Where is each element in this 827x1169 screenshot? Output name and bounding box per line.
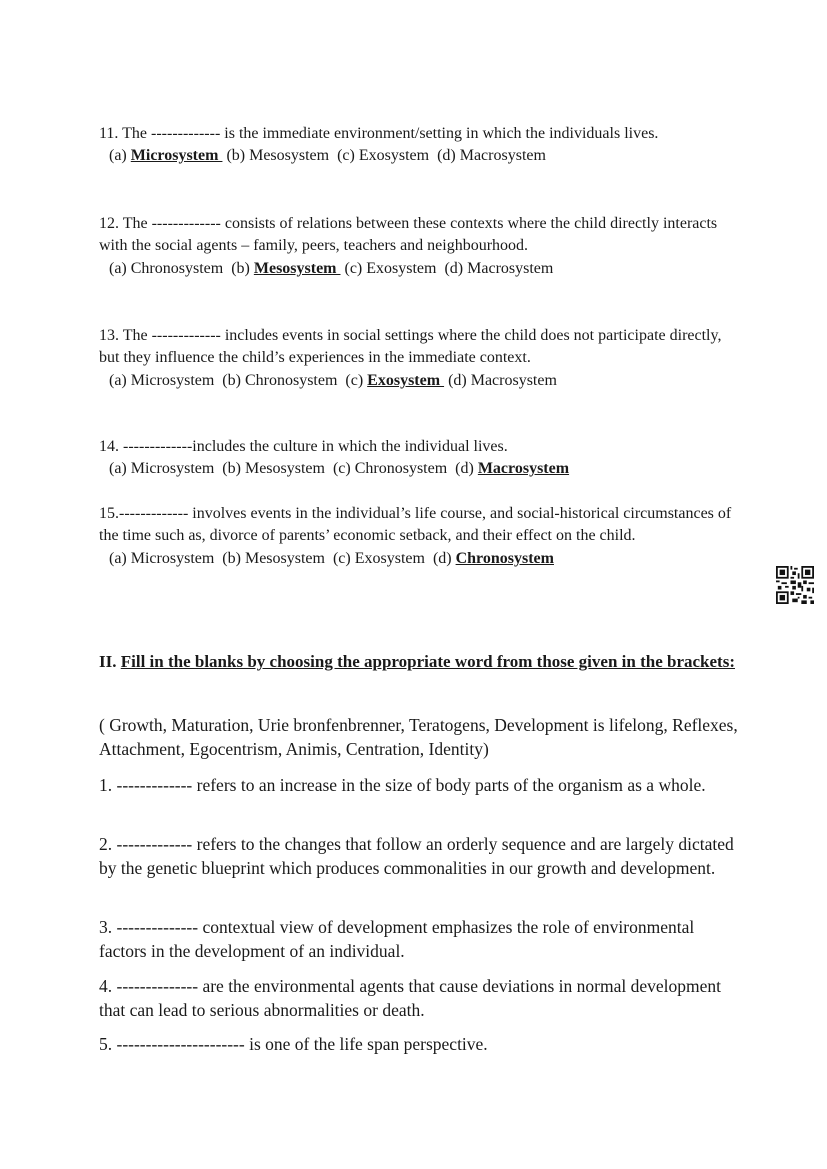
section-heading bbox=[99, 650, 739, 674]
word-bank: ( Growth, Maturation, Urie bronfenbrenner, Teratogens, Development is lifelong, Reflexes, Attachment, Egocentrism, Animis, Centration, Identity) bbox=[99, 715, 738, 759]
section-title: Fill in the blanks by choosing the appropriate word from those given in the brackets: bbox=[120, 652, 735, 671]
section-number: II. bbox=[99, 652, 117, 671]
blank-question-1: 1. ------------- refers to an increase in the size of body parts of the organism as a whole. bbox=[99, 775, 706, 795]
question-text: The ------------- consists of relations between these contexts where the child directly interacts with the social agents – family, peers, teachers and neighbourhood. bbox=[99, 215, 718, 255]
question-text: The ------------- includes events in social settings where the child does not participate directly, but they influence the child’s experiences in the immediate context. bbox=[99, 327, 722, 367]
blank-question-5: 5. ---------------------- is one of the life span perspective. bbox=[99, 1034, 488, 1054]
answer-option: Chronosystem bbox=[455, 549, 554, 567]
question-number: 12. bbox=[99, 215, 119, 232]
options: (a) Microsystem (b) Chronosystem (c) Exosystem (d) Macrosystem bbox=[105, 371, 557, 389]
blank-question-4: 4. -------------- are the environmental agents that cause deviations in normal development that can lead to serious abnormalities or death. bbox=[99, 976, 721, 1020]
question-number: 11. bbox=[99, 125, 119, 142]
question-text: -------------includes the culture in which the individual lives. bbox=[123, 438, 508, 455]
question-text: ------------- involves events in the individual’s life course, and social-historical circumstances of the time such as, divorce of parents’ economic setback, and their effect on the child. bbox=[99, 505, 732, 545]
question-number: 15. bbox=[99, 505, 119, 522]
answer-option: Microsystem bbox=[130, 147, 223, 165]
answer-option: Exosystem bbox=[367, 371, 445, 389]
options: (a) Microsystem (b) Mesosystem (c) Exosystem (d) Macrosystem bbox=[105, 147, 546, 165]
options: (a) Microsystem (b) Mesosystem (c) Chronosystem (d) Macrosystem bbox=[105, 460, 570, 478]
question-text: The ------------- is the immediate environment/setting in which the individuals lives. bbox=[122, 125, 659, 142]
blank-question-2: 2. ------------- refers to the changes that follow an orderly sequence and are largely dictated by the genetic blueprint which produces commonalities in our growth and development. bbox=[99, 834, 734, 878]
answer-option: Macrosystem bbox=[477, 460, 570, 478]
question-15 bbox=[99, 503, 739, 570]
question-12 bbox=[99, 213, 739, 280]
question-13 bbox=[99, 325, 739, 392]
question-11 bbox=[99, 123, 739, 168]
question-number: 13. bbox=[99, 327, 119, 344]
blank-question-3: 3. -------------- contextual view of development emphasizes the role of environmental factors in the development of an individual. bbox=[99, 917, 695, 961]
question-number: 14. bbox=[99, 438, 119, 455]
qr-code-icon bbox=[776, 566, 814, 604]
options: (a) Microsystem (b) Mesosystem (c) Exosystem (d) Chronosystem bbox=[105, 549, 554, 567]
question-14 bbox=[99, 436, 739, 481]
answer-option: Mesosystem bbox=[253, 259, 341, 277]
options: (a) Chronosystem (b) Mesosystem (c) Exosystem (d) Macrosystem bbox=[105, 259, 554, 277]
